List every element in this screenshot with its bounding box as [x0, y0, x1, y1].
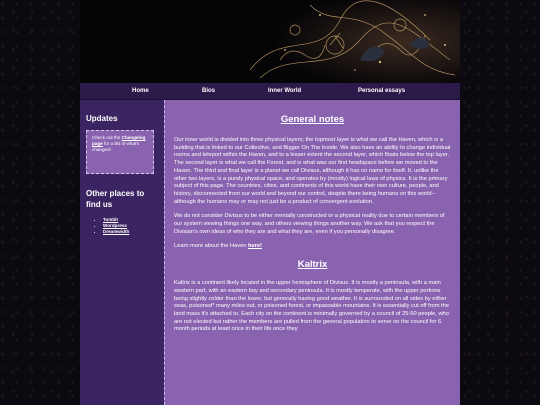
nav-personal-essays[interactable]: Personal essays	[358, 88, 406, 94]
page-wrapper	[80, 0, 460, 405]
dreamwidth-link[interactable]: Dreamwidth	[103, 229, 130, 235]
divisus-paragraph: We do not consider Divisus to be either mentally constructed or a physical reality due to certain members of our system viewing things one way, and others viewing things another way. We ask that you respect the Divisian's own ideas of who they are and what they are, even if you personally disagree.	[174, 213, 445, 235]
main-content	[164, 100, 460, 405]
nav-inner-world[interactable]: Inner World	[268, 88, 302, 94]
tumblr-link[interactable]: Tumblr	[103, 217, 119, 222]
changelog-link[interactable]: Changelog page	[92, 135, 146, 146]
sidebar	[86, 114, 156, 236]
update-text-before: Check out the	[92, 135, 122, 140]
nav-bios[interactable]: Bios	[202, 88, 216, 94]
haven-link[interactable]: here!	[248, 243, 262, 250]
intro-paragraph: Our inner world is divided into three physical layers; the topmost layer is what we call the Haven, which is a building that is linked to our Collective, and Bigger On The Inside. We also have an ability to change individual rooms and teleport within the Haven, and to a lesser extent the second layer, which floats below the top layer. The second layer is what we call the Forest, and is what was our first headspace before we moved to the Haven. The third and final layer is a planet we call Divisus, although it has no name for itself. It, unlike the other two layers, is a purely physical space, and operates by (mostly) logical laws of physics. It is the primary subject of this page. The countries, cities, and continents of this world have their own culture, people, and history, disconnected from our world and beyond our control, despite there being humans on this world--although the humans may or may not just be a product of convergent evolution.	[174, 137, 451, 205]
list-item	[103, 229, 156, 235]
nav-home[interactable]: Home	[132, 88, 149, 94]
updates-heading: Updates	[86, 114, 118, 123]
body-area	[80, 100, 460, 405]
general-notes-heading: General notes	[280, 114, 345, 125]
haven-text: Learn more about the Haven	[174, 243, 248, 250]
haven-paragraph	[174, 243, 451, 251]
wordpress-link[interactable]: Wordpress	[103, 223, 127, 229]
header-banner	[80, 0, 460, 83]
update-notice-box	[86, 130, 154, 174]
external-links-list	[103, 217, 156, 236]
other-places-heading: Other places to find us	[86, 189, 145, 209]
main-navigation	[80, 83, 460, 100]
ornamental-artwork-image	[80, 0, 460, 83]
update-text-after: for a list of what's changed!	[92, 141, 140, 152]
kaltrix-paragraph: Kaltrix is a continent likely located in the upper hemisphere of Divisus. It is mostly a peninsula, with a main western part, with an eastern bay and secondary peninsula. It is mostly temperate, with the upper portions being slightly colder than the lower, but generally having good weather. It is surrounded on all sides by either seas, poisoned* many miles out, or poisoned forest, or impassable mountains. It is essentially cut off from the land mass it's attached to. Each city on the continent is minimally governed by a council of 25-50 people, who are not elected but rather the members are pulled from the general population to serve on the council for 6 month periods at least once in their life once they	[174, 280, 449, 333]
kaltrix-heading: Kaltrix	[297, 259, 328, 271]
